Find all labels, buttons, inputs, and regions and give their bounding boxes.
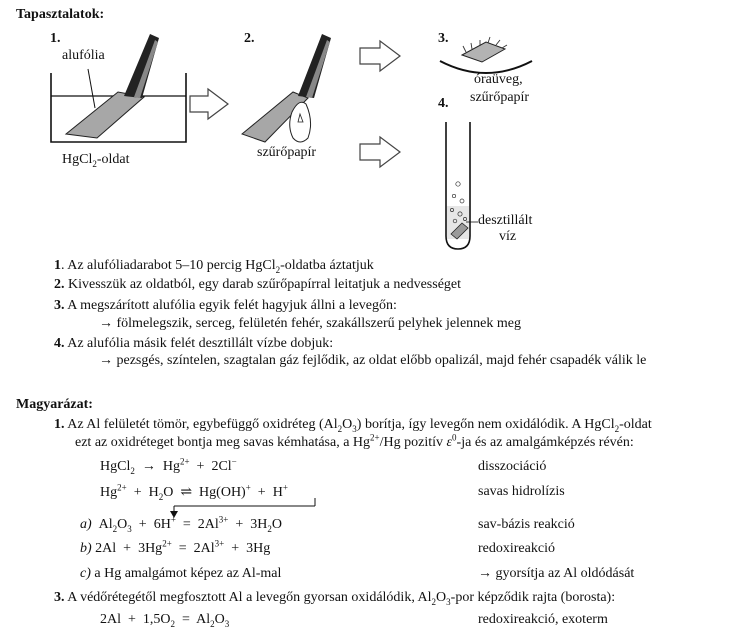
equation-hydrolysis: $Hg^{2+} + H_2O$ ⇌ Hg(OH)+ + H+: [100, 482, 288, 502]
step-number-1: 1.: [50, 31, 61, 46]
step-4-result: → pezsgés, színtelen, szagtalan gáz fejlődik, az oldat előbb opalizál, majd fehér csapadék válik le: [99, 353, 647, 368]
step-3-result: → fölmelegszik, serceg, felületén fehér, szakállszerű pelyhek jelennek meg: [99, 316, 521, 331]
label-hgcl2-solution: HgCl$_2$-oldat: [62, 152, 130, 169]
equation-dissociation: HgCl$_2$ → $Hg^{2+} + 2Cl^-$: [100, 456, 237, 476]
step-1: 1. Az alufóliadarabot 5–10 percig HgCl$_2$-oldatba áztatjuk: [54, 258, 374, 275]
step-number-4: 4.: [438, 96, 449, 111]
explanation-heading: Magyarázat:: [16, 397, 93, 412]
explanation-paragraph-1: 1. Az Al felületét tömör, egybefüggő oxidréteg $(Al_2O_3)$ borítja, így levegőn nem oxidálódik. A HgCl$_2$-oldat: [54, 417, 652, 434]
amalgam-note-label: → gyorsítja az Al oldódását: [478, 566, 635, 581]
step-2: 2. Kivesszük az oldatból, egy darab szűrőpapírral leitatjuk a nedvességet: [54, 277, 462, 292]
equation-label-oxidation: redoxireakció, exoterm: [478, 612, 608, 627]
explanation-paragraph-1-line-2: ezt az oxidréteget bontja meg savas kémhatása, a $Hg^{2+}/Hg$ pozitív $\varepsilon^0-ja$ és az amalgámképzés révén:: [75, 432, 634, 450]
label-water: víz: [499, 229, 517, 244]
equation-label-redox: redoxireakció: [478, 541, 555, 556]
amalgam-note: c) a Hg amalgámot képez az Al-mal: [80, 566, 282, 581]
step-3: 3. A megszárított alufólia egyik felét hagyjuk állni a levegőn:: [54, 298, 397, 313]
equation-label-acid-base: sav-bázis reakció: [478, 517, 575, 532]
step-number-3: 3.: [438, 31, 449, 46]
label-distilled: desztillált: [478, 213, 533, 228]
equation-oxidation: $2Al + 1,5O_2 = Al_2O_3$: [100, 612, 230, 629]
label-watch-glass: óraüveg,: [474, 72, 523, 87]
label-watch-glass-filter: szűrőpapír: [470, 90, 530, 105]
equation-acid-base: a) $Al_2O_3 + 6H^+ = 2Al^{3+} + 3H_2O$: [80, 514, 283, 534]
label-filter-paper: szűrőpapír: [257, 145, 317, 160]
equation-label-hydrolysis: savas hidrolízis: [478, 484, 565, 499]
step-4: 4. Az alufólia másik felét desztillált vízbe dobjuk:: [54, 336, 334, 351]
observations-heading: Tapasztalatok:: [16, 7, 105, 22]
label-foil: alufólia: [62, 48, 105, 63]
equation-redox: b) $2Al + 3Hg^{2+} = 2Al^{3+} + 3Hg$: [80, 538, 271, 556]
explanation-paragraph-3: 3. A védőrétegétől megfosztott Al a levegőn gyorsan oxidálódik, $Al_2O_3$-por képződik rajta (borosta):: [54, 590, 616, 607]
step-number-2: 2.: [244, 31, 255, 46]
equation-label-dissociation: disszociáció: [478, 459, 547, 474]
